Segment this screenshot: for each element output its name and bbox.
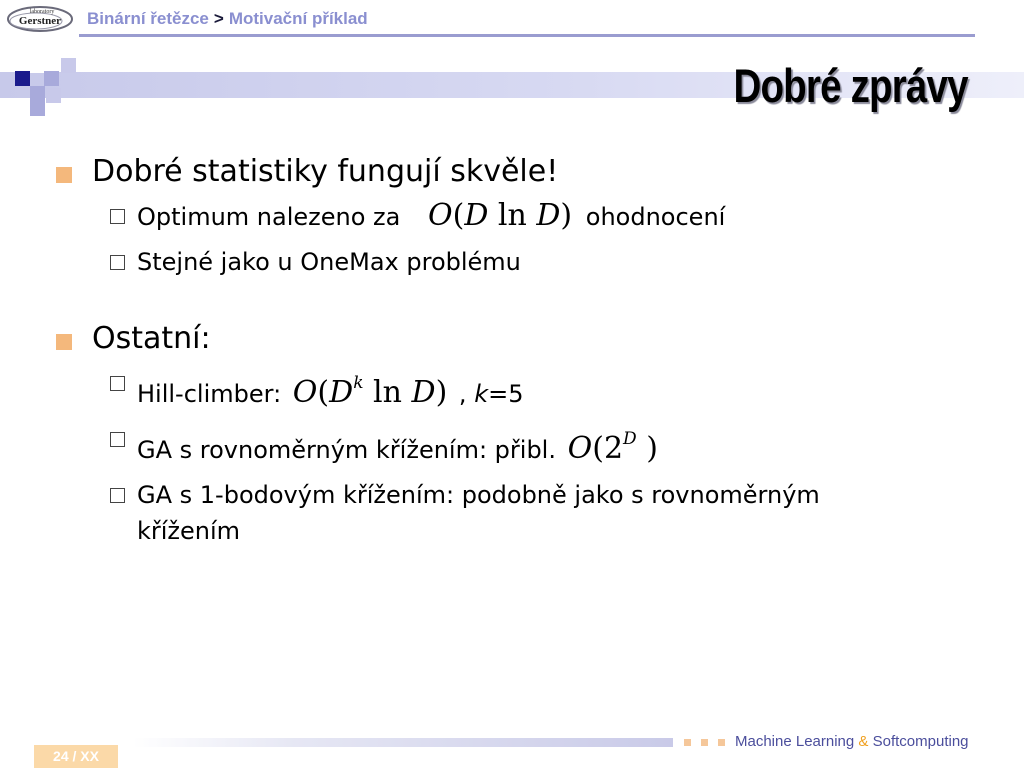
footer-text-part: Softcomputing xyxy=(872,733,969,750)
hollow-square-icon xyxy=(110,209,125,224)
slide-content xyxy=(56,150,976,558)
bullet-text: Ostatní: xyxy=(92,321,211,356)
decor-square xyxy=(30,86,45,101)
bullet-item xyxy=(56,317,976,361)
sub-bullet-text: =5 xyxy=(488,380,524,408)
hollow-square-icon xyxy=(110,432,125,447)
sub-bullet-item: Hill-climber: $O(D^k$ ln D) , k=5 xyxy=(56,365,976,412)
breadcrumb xyxy=(87,9,368,29)
svg-text:laboratory: laboratory xyxy=(29,9,55,15)
footer-square-icon xyxy=(684,739,691,746)
hollow-square-icon xyxy=(110,376,125,391)
sub-bullet-text: Stejné jako u OneMax problému xyxy=(137,248,521,276)
decor-square xyxy=(30,101,45,116)
decor-square xyxy=(61,58,76,73)
footer-square-icon xyxy=(718,739,725,746)
bullet-text: Dobré statistiky fungují skvěle! xyxy=(92,154,559,189)
sub-bullet-text: Hill-climber: xyxy=(137,380,282,408)
sub-bullet-text: ohodnocení xyxy=(585,203,726,231)
variable-k: k xyxy=(474,380,489,408)
formula-d-ln-d: O(D ln D) xyxy=(427,198,573,233)
breadcrumb-item-2[interactable]: Motivační příklad xyxy=(228,9,368,28)
decor-square xyxy=(30,58,45,73)
decor-square xyxy=(46,88,61,103)
sub-bullet-item xyxy=(56,477,857,549)
sub-bullet-text: GA s rovnoměrným křížením: přibl. xyxy=(137,436,556,464)
formula-2-pow-d: $O(2^D$ ) xyxy=(567,429,658,466)
sub-bullet-text: Optimum nalezeno za xyxy=(137,203,401,231)
footer-square-icon xyxy=(701,739,708,746)
footer-bar xyxy=(133,738,673,747)
sub-bullet-item xyxy=(56,198,976,235)
gerstner-lab-logo xyxy=(6,4,74,34)
bullet-square-icon xyxy=(56,167,72,183)
footer-ampersand: & xyxy=(858,733,869,750)
bullet-item xyxy=(56,150,976,194)
svg-text:Gerstner: Gerstner xyxy=(18,15,62,27)
decor-square xyxy=(44,71,59,86)
formula-dk-ln-d: $O(D^k$ ln D) xyxy=(292,373,448,410)
footer-course-name xyxy=(735,733,969,750)
bullet-square-icon xyxy=(56,334,72,350)
decor-square xyxy=(15,71,30,86)
breadcrumb-item-1[interactable]: Binární řetězce xyxy=(87,9,209,28)
sub-bullet-text: GA s 1-bodovým křížením: podobně jako s rovnoměrným křížením xyxy=(137,481,820,545)
hollow-square-icon xyxy=(110,255,125,270)
hollow-square-icon xyxy=(110,488,125,503)
header-divider xyxy=(79,34,975,37)
sub-bullet-item xyxy=(56,421,976,468)
sub-bullet-item xyxy=(56,244,976,280)
breadcrumb-separator: > xyxy=(213,9,224,28)
slide-title: Dobré zprávy xyxy=(733,59,968,112)
footer-text-part: Machine Learning xyxy=(735,733,855,750)
page-number: 24 / XX xyxy=(34,745,118,768)
